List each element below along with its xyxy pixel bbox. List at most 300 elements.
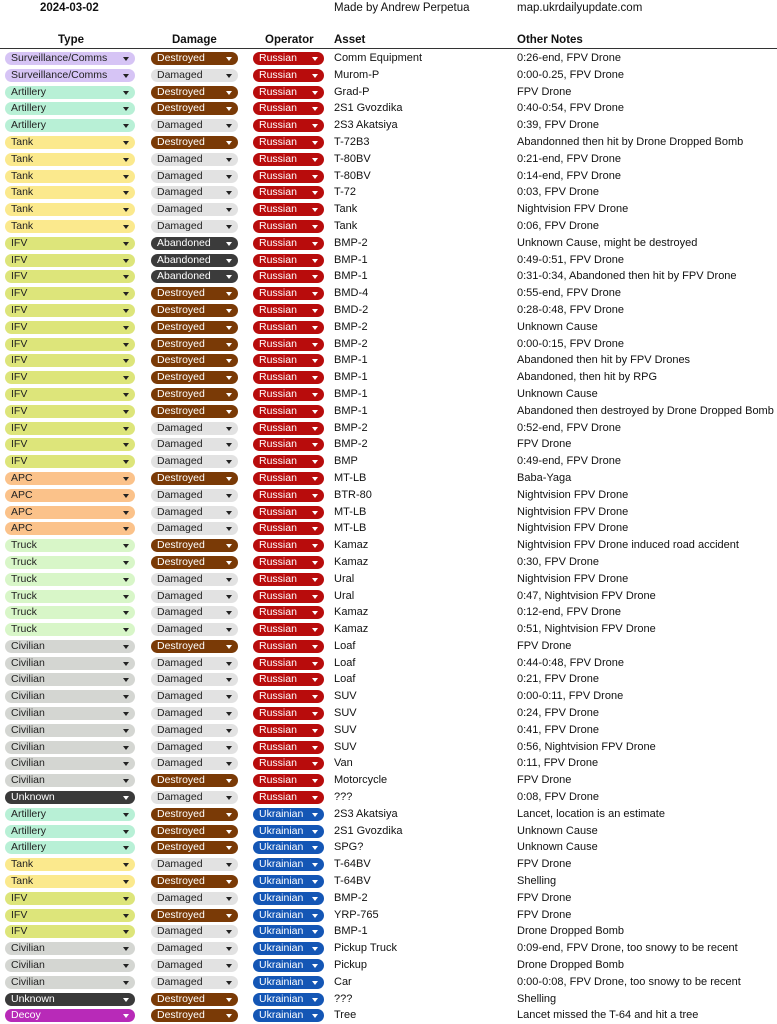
- damage-select[interactable]: [151, 170, 238, 183]
- type-select[interactable]: [5, 338, 135, 351]
- dropdown-arrow-icon: [312, 964, 318, 968]
- damage-select[interactable]: [151, 539, 238, 552]
- dropdown-arrow-icon: [312, 259, 318, 263]
- damage-select-label: Destroyed: [157, 102, 205, 115]
- dropdown-arrow-icon: [123, 208, 129, 212]
- operator-select[interactable]: [253, 354, 324, 367]
- notes-cell: Nightvision FPV Drone: [517, 572, 629, 585]
- damage-select[interactable]: [151, 640, 238, 653]
- damage-select[interactable]: [151, 1009, 238, 1022]
- asset-cell: Pickup: [334, 959, 368, 972]
- operator-select[interactable]: [253, 170, 324, 183]
- table-row: [0, 168, 777, 185]
- operator-select-label: Russian: [259, 52, 297, 64]
- damage-select[interactable]: [151, 707, 238, 720]
- notes-cell: 0:41, FPV Drone: [517, 723, 599, 736]
- damage-select[interactable]: [151, 724, 238, 737]
- type-select[interactable]: [5, 673, 135, 686]
- damage-select[interactable]: [151, 254, 238, 267]
- damage-select-label: Destroyed: [157, 908, 205, 921]
- type-select[interactable]: [5, 925, 135, 938]
- operator-select[interactable]: [253, 673, 324, 686]
- damage-select[interactable]: [151, 86, 238, 99]
- operator-select[interactable]: [253, 254, 324, 267]
- type-select[interactable]: [5, 304, 135, 317]
- type-select-label: Decoy: [11, 1009, 41, 1022]
- dropdown-arrow-icon: [312, 914, 318, 918]
- operator-select-label: Russian: [259, 135, 297, 148]
- damage-select[interactable]: [151, 925, 238, 938]
- table-row: [0, 974, 777, 991]
- dropdown-arrow-icon: [123, 964, 129, 968]
- operator-select[interactable]: [253, 657, 324, 670]
- type-select-label: Surveillance/Comms: [11, 68, 108, 81]
- type-select[interactable]: [5, 455, 135, 468]
- operator-select-label: Russian: [259, 270, 297, 283]
- dropdown-arrow-icon: [226, 208, 232, 212]
- dropdown-arrow-icon: [123, 914, 129, 918]
- table-row: [0, 50, 777, 67]
- type-select[interactable]: [5, 808, 135, 821]
- damage-select[interactable]: [151, 741, 238, 754]
- type-select[interactable]: [5, 875, 135, 888]
- damage-select[interactable]: [151, 976, 238, 989]
- table-row: [0, 940, 777, 957]
- damage-select[interactable]: [151, 606, 238, 619]
- type-select[interactable]: [5, 909, 135, 922]
- operator-select[interactable]: [253, 321, 324, 334]
- type-select[interactable]: [5, 825, 135, 838]
- dropdown-arrow-icon: [123, 863, 129, 867]
- table-row: [0, 151, 777, 168]
- operator-select[interactable]: [253, 690, 324, 703]
- damage-select[interactable]: [151, 825, 238, 838]
- damage-select[interactable]: [151, 455, 238, 468]
- type-select[interactable]: [5, 858, 135, 871]
- type-select[interactable]: [5, 976, 135, 989]
- operator-select[interactable]: [253, 573, 324, 586]
- operator-select[interactable]: [253, 590, 324, 603]
- type-select[interactable]: [5, 220, 135, 233]
- damage-select-label: Damaged: [157, 522, 203, 535]
- operator-select[interactable]: [253, 153, 324, 166]
- type-select[interactable]: [5, 757, 135, 770]
- dropdown-arrow-icon: [312, 662, 318, 666]
- damage-select[interactable]: [151, 371, 238, 384]
- type-select-label: APC: [11, 522, 33, 535]
- damage-select[interactable]: [151, 438, 238, 451]
- type-select[interactable]: [5, 640, 135, 653]
- type-select[interactable]: [5, 959, 135, 972]
- dropdown-arrow-icon: [123, 846, 129, 850]
- dropdown-arrow-icon: [123, 947, 129, 951]
- operator-select[interactable]: [253, 422, 324, 435]
- dropdown-arrow-icon: [226, 91, 232, 95]
- operator-select[interactable]: [253, 237, 324, 250]
- operator-select[interactable]: [253, 909, 324, 922]
- damage-select-label: Destroyed: [157, 555, 205, 568]
- type-select[interactable]: [5, 136, 135, 149]
- dropdown-arrow-icon: [226, 779, 232, 783]
- damage-select-label: Abandoned: [157, 236, 211, 249]
- dropdown-arrow-icon: [123, 880, 129, 884]
- type-select[interactable]: [5, 741, 135, 754]
- operator-select[interactable]: [253, 858, 324, 871]
- table-row: [0, 369, 777, 386]
- dropdown-arrow-icon: [312, 930, 318, 934]
- type-select[interactable]: [5, 942, 135, 955]
- damage-select[interactable]: [151, 203, 238, 216]
- operator-select-label: Russian: [259, 102, 297, 115]
- operator-select[interactable]: [253, 791, 324, 804]
- damage-select-label: Damaged: [157, 707, 203, 720]
- dropdown-arrow-icon: [123, 343, 129, 347]
- dropdown-arrow-icon: [312, 477, 318, 481]
- operator-select[interactable]: [253, 825, 324, 838]
- type-select-label: Truck: [11, 539, 37, 552]
- type-select[interactable]: [5, 472, 135, 485]
- damage-select[interactable]: [151, 304, 238, 317]
- damage-select-label: Damaged: [157, 68, 203, 81]
- type-select[interactable]: [5, 841, 135, 854]
- damage-select[interactable]: [151, 405, 238, 418]
- notes-cell: FPV Drone: [517, 891, 572, 904]
- damage-select[interactable]: [151, 287, 238, 300]
- dropdown-arrow-icon: [123, 376, 129, 380]
- type-select[interactable]: [5, 254, 135, 267]
- damage-select-label: Destroyed: [157, 387, 205, 400]
- operator-select-label: Russian: [259, 539, 297, 552]
- dropdown-arrow-icon: [312, 544, 318, 548]
- damage-select-label: Destroyed: [157, 320, 205, 333]
- operator-select[interactable]: [253, 875, 324, 888]
- table-row: [0, 117, 777, 134]
- notes-cell: 0:56, Nightvision FPV Drone: [517, 740, 656, 753]
- dropdown-arrow-icon: [226, 729, 232, 733]
- type-select[interactable]: [5, 405, 135, 418]
- damage-select[interactable]: [151, 791, 238, 804]
- damage-select-label: Damaged: [157, 673, 203, 686]
- type-select[interactable]: [5, 892, 135, 905]
- damage-select[interactable]: [151, 388, 238, 401]
- type-select[interactable]: [5, 791, 135, 804]
- operator-select[interactable]: [253, 455, 324, 468]
- notes-cell: 0:09-end, FPV Drone, too snowy to be recent: [517, 942, 738, 955]
- damage-select[interactable]: [151, 993, 238, 1006]
- operator-select[interactable]: [253, 69, 324, 82]
- type-select[interactable]: [5, 590, 135, 603]
- operator-select[interactable]: [253, 489, 324, 502]
- notes-cell: 0:49-0:51, FPV Drone: [517, 253, 625, 266]
- operator-select[interactable]: [253, 539, 324, 552]
- operator-select[interactable]: [253, 942, 324, 955]
- operator-select[interactable]: [253, 774, 324, 787]
- notes-cell: Drone Dropped Bomb: [517, 959, 625, 972]
- type-select[interactable]: [5, 489, 135, 502]
- operator-select[interactable]: [253, 472, 324, 485]
- damage-select[interactable]: [151, 959, 238, 972]
- type-select[interactable]: [5, 69, 135, 82]
- notes-cell: Nightvision FPV Drone: [517, 488, 629, 501]
- dropdown-arrow-icon: [123, 645, 129, 649]
- type-select[interactable]: [5, 86, 135, 99]
- dropdown-arrow-icon: [226, 712, 232, 716]
- damage-select[interactable]: [151, 422, 238, 435]
- notes-cell: Unknown Cause: [517, 824, 598, 837]
- operator-select-label: Russian: [259, 505, 297, 518]
- operator-select[interactable]: [253, 623, 324, 636]
- dropdown-arrow-icon: [226, 1014, 232, 1018]
- asset-cell: Kamaz: [334, 539, 369, 552]
- damage-select[interactable]: [151, 321, 238, 334]
- type-select[interactable]: [5, 270, 135, 283]
- type-select-label: Tank: [11, 203, 34, 216]
- table-row: [0, 420, 777, 437]
- table-row: [0, 571, 777, 588]
- operator-select-label: Russian: [259, 236, 297, 249]
- damage-select-label: Damaged: [157, 690, 203, 703]
- operator-select[interactable]: [253, 438, 324, 451]
- operator-select[interactable]: [253, 925, 324, 938]
- damage-select[interactable]: [151, 858, 238, 871]
- dropdown-arrow-icon: [226, 225, 232, 229]
- notes-cell: 0:26-end, FPV Drone: [517, 52, 621, 64]
- operator-select[interactable]: [253, 556, 324, 569]
- operator-select-label: Ukrainian: [259, 807, 304, 820]
- type-select[interactable]: [5, 119, 135, 132]
- dropdown-arrow-icon: [123, 309, 129, 313]
- operator-select[interactable]: [253, 959, 324, 972]
- table-row: [0, 218, 777, 235]
- table-row: [0, 554, 777, 571]
- operator-select[interactable]: [253, 405, 324, 418]
- damage-select[interactable]: [151, 657, 238, 670]
- damage-select[interactable]: [151, 153, 238, 166]
- damage-select[interactable]: [151, 220, 238, 233]
- damage-select[interactable]: [151, 909, 238, 922]
- operator-select[interactable]: [253, 220, 324, 233]
- dropdown-arrow-icon: [226, 561, 232, 565]
- damage-select[interactable]: [151, 573, 238, 586]
- type-select[interactable]: [5, 690, 135, 703]
- type-select[interactable]: [5, 657, 135, 670]
- damage-select[interactable]: [151, 942, 238, 955]
- operator-select[interactable]: [253, 86, 324, 99]
- damage-select[interactable]: [151, 136, 238, 149]
- type-select[interactable]: [5, 1009, 135, 1022]
- table-row: [0, 67, 777, 84]
- type-select[interactable]: [5, 556, 135, 569]
- type-select-label: Tank: [11, 135, 34, 148]
- dropdown-arrow-icon: [312, 561, 318, 565]
- type-select[interactable]: [5, 52, 135, 65]
- dropdown-arrow-icon: [312, 998, 318, 1002]
- dropdown-arrow-icon: [312, 175, 318, 179]
- damage-select[interactable]: [151, 690, 238, 703]
- damage-select[interactable]: [151, 472, 238, 485]
- type-select[interactable]: [5, 522, 135, 535]
- type-select[interactable]: [5, 573, 135, 586]
- type-select[interactable]: [5, 186, 135, 199]
- damage-select[interactable]: [151, 892, 238, 905]
- type-select[interactable]: [5, 321, 135, 334]
- damage-select[interactable]: [151, 841, 238, 854]
- damage-select[interactable]: [151, 69, 238, 82]
- dropdown-arrow-icon: [226, 410, 232, 414]
- damage-select[interactable]: [151, 774, 238, 787]
- type-select[interactable]: [5, 388, 135, 401]
- operator-select[interactable]: [253, 841, 324, 854]
- column-header-row: [0, 34, 777, 48]
- operator-select[interactable]: [253, 186, 324, 199]
- dropdown-arrow-icon: [312, 242, 318, 246]
- operator-select-label: Ukrainian: [259, 992, 304, 1005]
- damage-select[interactable]: [151, 808, 238, 821]
- damage-select[interactable]: [151, 673, 238, 686]
- dropdown-arrow-icon: [312, 410, 318, 414]
- asset-cell: Motorcycle: [334, 774, 388, 787]
- operator-select[interactable]: [253, 976, 324, 989]
- type-select[interactable]: [5, 623, 135, 636]
- table-row: [0, 907, 777, 924]
- notes-cell: Unknown Cause: [517, 320, 598, 333]
- operator-select-label: Russian: [259, 471, 297, 484]
- type-select[interactable]: [5, 170, 135, 183]
- operator-select[interactable]: [253, 270, 324, 283]
- type-select[interactable]: [5, 287, 135, 300]
- damage-select[interactable]: [151, 270, 238, 283]
- table-row: [0, 671, 777, 688]
- type-select[interactable]: [5, 203, 135, 216]
- dropdown-arrow-icon: [226, 796, 232, 800]
- type-select-label: Truck: [11, 623, 37, 636]
- notes-cell: 0:00-0:15, FPV Drone: [517, 337, 625, 350]
- type-select[interactable]: [5, 707, 135, 720]
- operator-select[interactable]: [253, 102, 324, 115]
- dropdown-arrow-icon: [312, 595, 318, 599]
- type-select[interactable]: [5, 237, 135, 250]
- asset-cell: BMP-2: [334, 236, 368, 249]
- damage-select[interactable]: [151, 623, 238, 636]
- type-select[interactable]: [5, 422, 135, 435]
- operator-select-label: Russian: [259, 169, 297, 182]
- damage-select[interactable]: [151, 186, 238, 199]
- dropdown-arrow-icon: [312, 443, 318, 447]
- damage-select[interactable]: [151, 338, 238, 351]
- type-select[interactable]: [5, 371, 135, 384]
- dropdown-arrow-icon: [312, 275, 318, 279]
- type-select[interactable]: [5, 606, 135, 619]
- dropdown-arrow-icon: [312, 645, 318, 649]
- asset-cell: Tree: [334, 1009, 357, 1022]
- notes-cell: FPV Drone: [517, 639, 572, 652]
- damage-select[interactable]: [151, 875, 238, 888]
- notes-cell: 0:06, FPV Drone: [517, 219, 599, 232]
- dropdown-arrow-icon: [123, 427, 129, 431]
- type-select[interactable]: [5, 724, 135, 737]
- dropdown-arrow-icon: [226, 460, 232, 464]
- operator-select[interactable]: [253, 388, 324, 401]
- operator-select[interactable]: [253, 136, 324, 149]
- operator-select[interactable]: [253, 741, 324, 754]
- operator-select[interactable]: [253, 808, 324, 821]
- operator-select[interactable]: [253, 287, 324, 300]
- type-select-label: Tank: [11, 186, 34, 199]
- table-row: [0, 336, 777, 353]
- operator-select[interactable]: [253, 707, 324, 720]
- type-select-label: Truck: [11, 555, 37, 568]
- type-select[interactable]: [5, 153, 135, 166]
- damage-select[interactable]: [151, 52, 238, 65]
- operator-select[interactable]: [253, 52, 324, 65]
- operator-select-label: Russian: [259, 656, 297, 669]
- dropdown-arrow-icon: [123, 158, 129, 162]
- type-select[interactable]: [5, 506, 135, 519]
- type-select[interactable]: [5, 993, 135, 1006]
- damage-select[interactable]: [151, 506, 238, 519]
- asset-cell: BMP-2: [334, 891, 368, 904]
- dropdown-arrow-icon: [123, 930, 129, 934]
- dropdown-arrow-icon: [312, 124, 318, 128]
- operator-select-label: Russian: [259, 438, 297, 451]
- notes-cell: 0:30, FPV Drone: [517, 555, 599, 568]
- damage-select[interactable]: [151, 354, 238, 367]
- type-select[interactable]: [5, 102, 135, 115]
- damage-select[interactable]: [151, 119, 238, 132]
- notes-cell: 0:00-0.25, FPV Drone: [517, 68, 625, 81]
- asset-cell: BMP-1: [334, 371, 368, 384]
- type-select[interactable]: [5, 539, 135, 552]
- operator-select[interactable]: [253, 1009, 324, 1022]
- damage-select[interactable]: [151, 237, 238, 250]
- damage-select[interactable]: [151, 102, 238, 115]
- type-select[interactable]: [5, 354, 135, 367]
- operator-select[interactable]: [253, 640, 324, 653]
- dropdown-arrow-icon: [312, 393, 318, 397]
- damage-select[interactable]: [151, 757, 238, 770]
- operator-select[interactable]: [253, 506, 324, 519]
- notes-cell: 0:31-0:34, Abandoned then hit by FPV Drone: [517, 270, 737, 283]
- asset-cell: SUV: [334, 707, 357, 720]
- operator-select[interactable]: [253, 724, 324, 737]
- table-row: [0, 134, 777, 151]
- operator-select[interactable]: [253, 371, 324, 384]
- operator-select[interactable]: [253, 757, 324, 770]
- type-select[interactable]: [5, 774, 135, 787]
- dropdown-arrow-icon: [312, 712, 318, 716]
- operator-select[interactable]: [253, 892, 324, 905]
- operator-select[interactable]: [253, 338, 324, 351]
- operator-select[interactable]: [253, 119, 324, 132]
- asset-cell: T-72: [334, 186, 357, 199]
- damage-select[interactable]: [151, 590, 238, 603]
- table-row: [0, 285, 777, 302]
- dropdown-arrow-icon: [123, 124, 129, 128]
- damage-select[interactable]: [151, 556, 238, 569]
- dropdown-arrow-icon: [123, 107, 129, 111]
- operator-select[interactable]: [253, 203, 324, 216]
- operator-select[interactable]: [253, 304, 324, 317]
- damage-select[interactable]: [151, 522, 238, 535]
- operator-select[interactable]: [253, 606, 324, 619]
- damage-select[interactable]: [151, 489, 238, 502]
- notes-cell: 0:08, FPV Drone: [517, 791, 599, 804]
- operator-select[interactable]: [253, 993, 324, 1006]
- operator-select[interactable]: [253, 522, 324, 535]
- type-select[interactable]: [5, 438, 135, 451]
- operator-select-label: Russian: [259, 572, 297, 585]
- dropdown-arrow-icon: [312, 91, 318, 95]
